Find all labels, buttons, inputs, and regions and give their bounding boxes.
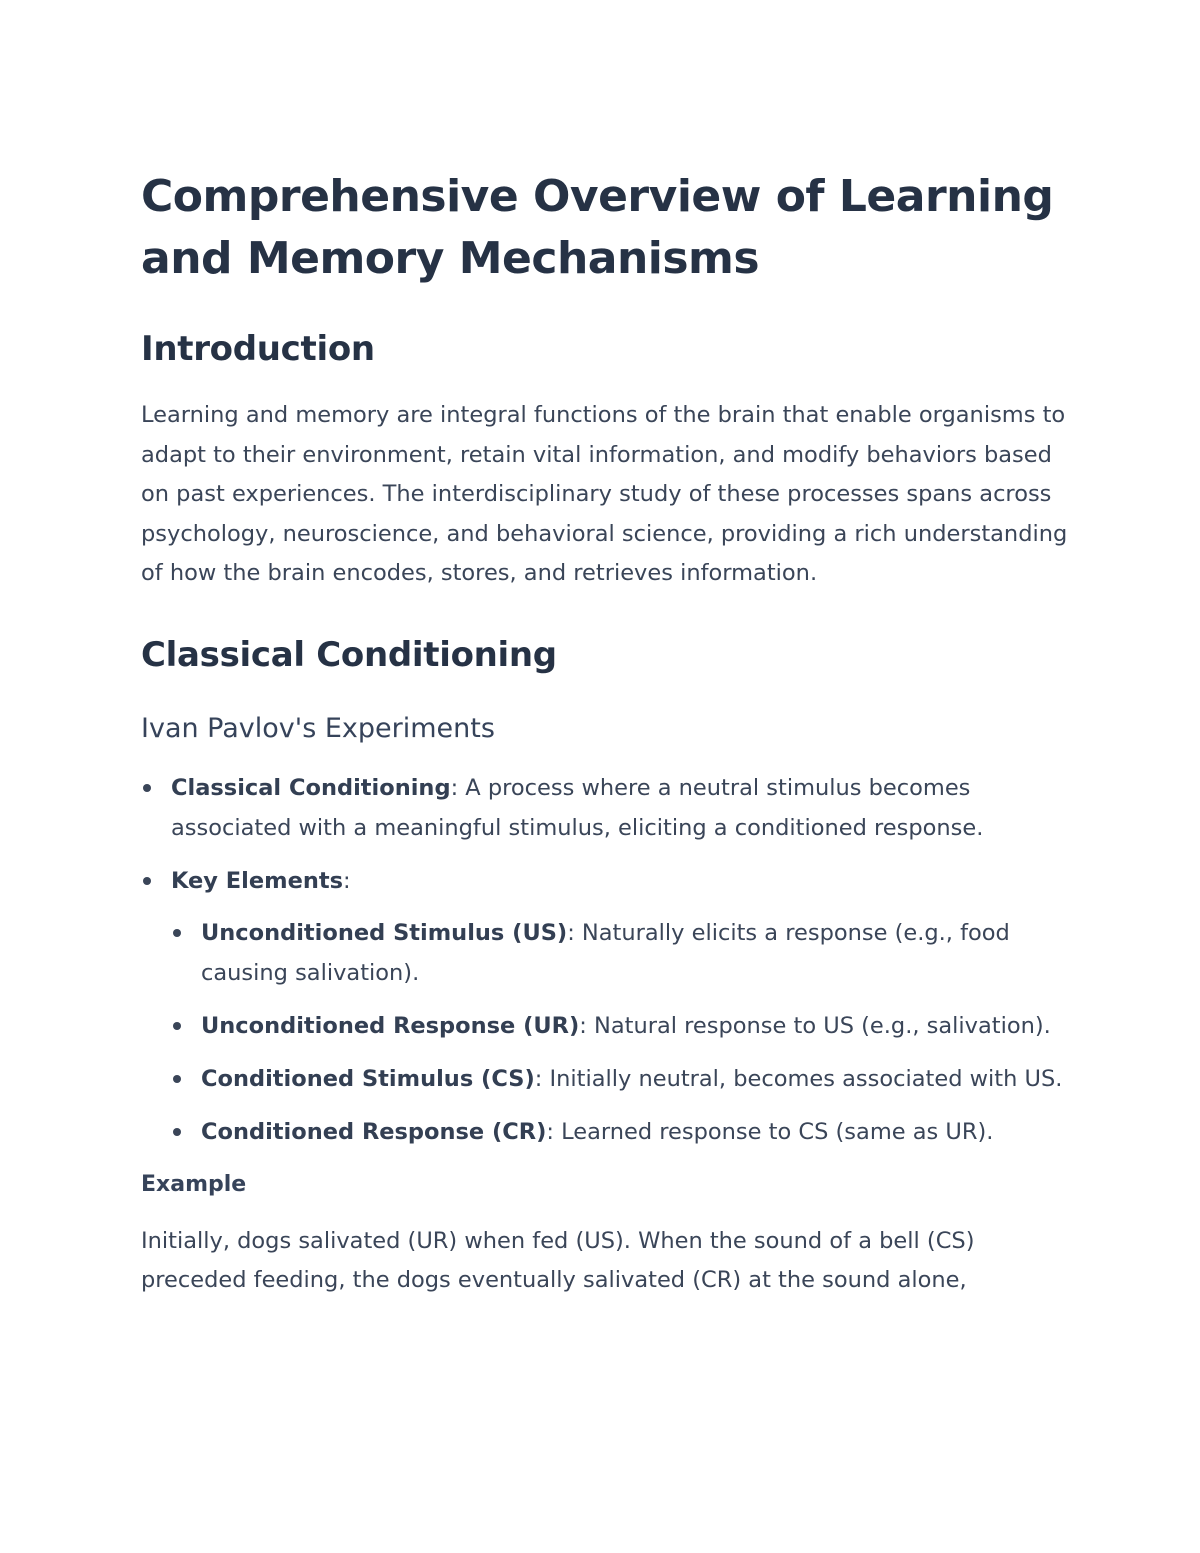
document-page xyxy=(141,166,1071,1301)
sub-list-item-text: : Learned response to CS (same as UR). xyxy=(546,1118,994,1145)
sub-list-item-term: Unconditioned Response (UR) xyxy=(201,1012,580,1039)
sub-list-item-term: Conditioned Response (CR) xyxy=(201,1118,547,1145)
introduction-paragraph: Learning and memory are integral functions of the brain that enable organisms to adapt to their environment, retain vital information, and modify behaviors based on past experiences. The interdisciplinary study of these processes spans across psychology, neuroscience, and behavioral science, providing a rich understanding of how the brain encodes, stores, and retrieves information. xyxy=(141,402,1068,586)
classical-conditioning-list xyxy=(141,768,1071,1152)
sub-list-item-text: : Initially neutral, becomes associated with US. xyxy=(534,1065,1063,1092)
bullet-icon xyxy=(173,1022,181,1030)
list-item-text: : A process where a neutral stimulus becomes associated with a meaningful stimulus, eliciting a conditioned response. xyxy=(171,774,984,841)
list-item xyxy=(141,768,1071,848)
bullet-icon xyxy=(173,929,181,937)
sub-list-item-term: Unconditioned Stimulus (US) xyxy=(201,919,568,946)
list-item-text: : xyxy=(343,867,351,894)
sub-list-item-term: Conditioned Stimulus (CS) xyxy=(201,1065,535,1092)
sub-list-item xyxy=(171,913,1071,993)
sub-list-item xyxy=(171,1006,1071,1046)
list-item-term: Key Elements xyxy=(171,867,344,894)
list-item-term: Classical Conditioning xyxy=(171,774,451,801)
sub-list-item xyxy=(171,1059,1071,1099)
sub-list-item-text: : Natural response to US (e.g., salivation). xyxy=(579,1012,1051,1039)
list-item xyxy=(141,861,1071,1152)
example-paragraph: Initially, dogs salivated (UR) when fed (US). When the sound of a bell (CS) preceded feeding, the dogs eventually salivated (CR) at the sound alone, xyxy=(141,1227,975,1293)
example-heading: Example xyxy=(141,1171,247,1197)
bullet-icon xyxy=(173,1128,181,1136)
key-elements-list xyxy=(171,913,1071,1152)
document-title: Comprehensive Overview of Learning and Memory Mechanisms xyxy=(141,171,1054,284)
sub-list-item-text: : Naturally elicits a response (e.g., food causing salivation). xyxy=(201,919,1010,986)
pavlov-subheading: Ivan Pavlov's Experiments xyxy=(141,712,495,744)
bullet-icon xyxy=(143,784,151,792)
sub-list-item xyxy=(171,1112,1071,1152)
bullet-icon xyxy=(143,877,151,885)
introduction-heading: Introduction xyxy=(141,329,375,369)
classical-conditioning-heading: Classical Conditioning xyxy=(141,634,557,675)
bullet-icon xyxy=(173,1075,181,1083)
